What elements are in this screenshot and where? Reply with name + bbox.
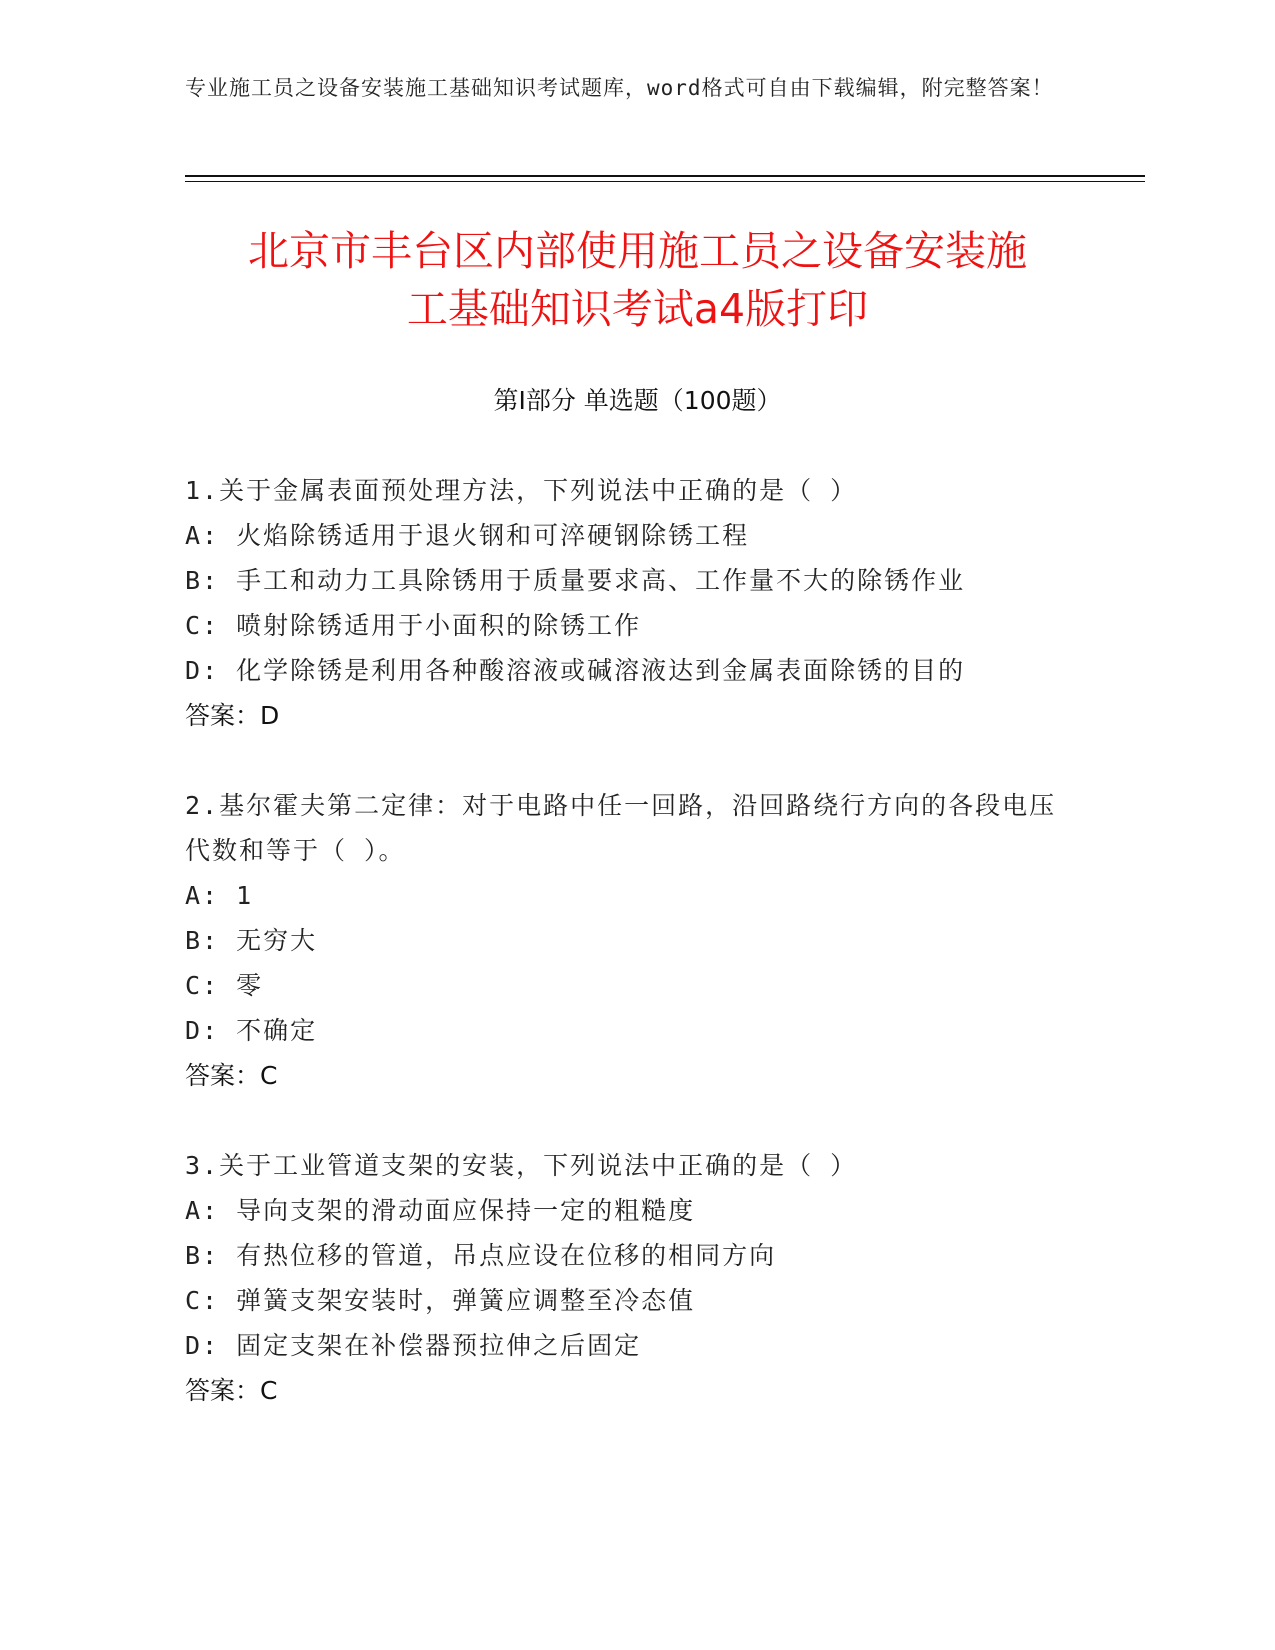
question-stem: 2.基尔霍夫第二定律：对于电路中任一回路，沿回路绕行方向的各段电压代数和等于（ ）。 xyxy=(185,791,1057,865)
option-c: C: 喷射除锈适用于小面积的除锈工作 xyxy=(185,611,642,640)
question-list xyxy=(185,468,1065,1458)
question-stem: 3.关于工业管道支架的安装，下列说法中正确的是（ ） xyxy=(185,1151,858,1180)
title-line-1: 北京市丰台区内部使用施工员之设备安装施 xyxy=(248,227,1027,275)
option-b: B: 有热位移的管道，吊点应设在位移的相同方向 xyxy=(185,1241,777,1270)
option-b: B: 手工和动力工具除锈用于质量要求高、工作量不大的除锈作业 xyxy=(185,566,966,595)
question-2 xyxy=(185,783,1065,1098)
option-a: A: 1 xyxy=(185,881,254,910)
question-3 xyxy=(185,1143,1065,1413)
option-b: B: 无穷大 xyxy=(185,926,318,955)
header-rule-thin xyxy=(185,181,1145,182)
header-note: 专业施工员之设备安装施工基础知识考试题库，word格式可自由下载编辑，附完整答案！ xyxy=(185,76,1054,100)
answer-line: 答案：D xyxy=(185,701,280,730)
document-title xyxy=(185,222,1090,338)
option-a: A: 导向支架的滑动面应保持一定的粗糙度 xyxy=(185,1196,696,1225)
option-a: A: 火焰除锈适用于退火钢和可淬硬钢除锈工程 xyxy=(185,521,750,550)
header-rule-thick xyxy=(185,175,1145,177)
option-d: D: 固定支架在补偿器预拉伸之后固定 xyxy=(185,1331,642,1360)
title-line-2: 工基础知识考试a4版打印 xyxy=(406,285,869,333)
option-c: C: 弹簧支架安装时，弹簧应调整至冷态值 xyxy=(185,1286,696,1315)
option-d: D: 化学除锈是利用各种酸溶液或碱溶液达到金属表面除锈的目的 xyxy=(185,656,966,685)
answer-line: 答案：C xyxy=(185,1061,278,1090)
option-d: D: 不确定 xyxy=(185,1016,318,1045)
answer-line: 答案：C xyxy=(185,1376,278,1405)
question-1 xyxy=(185,468,1065,738)
option-c: C: 零 xyxy=(185,971,264,1000)
section-heading: 第Ⅰ部分 单选题（100题） xyxy=(493,386,782,415)
question-stem: 1.关于金属表面预处理方法，下列说法中正确的是（ ） xyxy=(185,476,858,505)
